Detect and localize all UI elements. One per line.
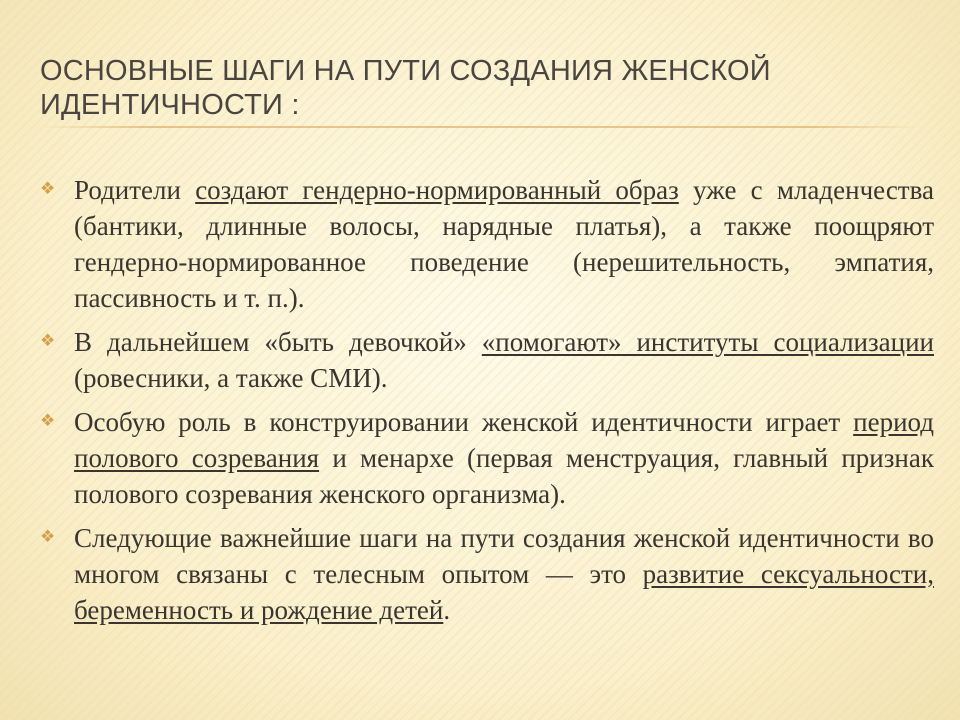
- bullet-text-underlined: создают гендерно-нормированный образ: [195, 175, 679, 205]
- bullet-text-part: В дальнейшем «быть девочкой»: [74, 327, 482, 357]
- bullet-item: [40, 172, 934, 316]
- bullet-item: [40, 324, 934, 396]
- bullet-text-underlined: «помогают» институты социализации: [481, 327, 934, 357]
- diamond-bullet-icon: ❖: [40, 411, 56, 430]
- diamond-bullet-icon: ❖: [40, 179, 56, 198]
- bullet-list: [40, 172, 934, 636]
- title-divider: [40, 126, 920, 128]
- bullet-text-part: (ровесники, а также СМИ).: [74, 363, 388, 393]
- bullet-item: [40, 404, 934, 512]
- diamond-bullet-icon: ❖: [40, 331, 56, 350]
- bullet-text-part: Следующие важнейшие шаги на пути создания женской идентичности во многом связаны с телесным опытом — это: [74, 523, 934, 589]
- diamond-bullet-icon: ❖: [40, 527, 56, 546]
- bullet-text-part: .: [443, 595, 451, 625]
- slide-title: ОСНОВНЫЕ ШАГИ НА ПУТИ СОЗДАНИЯ ЖЕНСКОЙ ИДЕНТИЧНОСТИ :: [40, 55, 771, 121]
- bullet-text-underlined: период полового созревания: [74, 407, 934, 473]
- bullet-text-part: Особую роль в конструировании женской идентичности играет: [74, 407, 854, 437]
- bullet-text-part: и менархе (первая менструация, главный признак полового созревания женского организма).: [74, 443, 934, 509]
- bullet-text-underlined: развитие сексуальности, беременность и рождение детей: [74, 559, 934, 625]
- bullet-text-part: уже с младенчества (бантики, длинные волосы, нарядные платья), а также поощряют гендерно-нормированное поведение (нерешительность, эмпатия, пассивность и т. п.).: [74, 175, 934, 313]
- bullet-item: [40, 520, 934, 628]
- bullet-text-part: Родители: [74, 175, 196, 205]
